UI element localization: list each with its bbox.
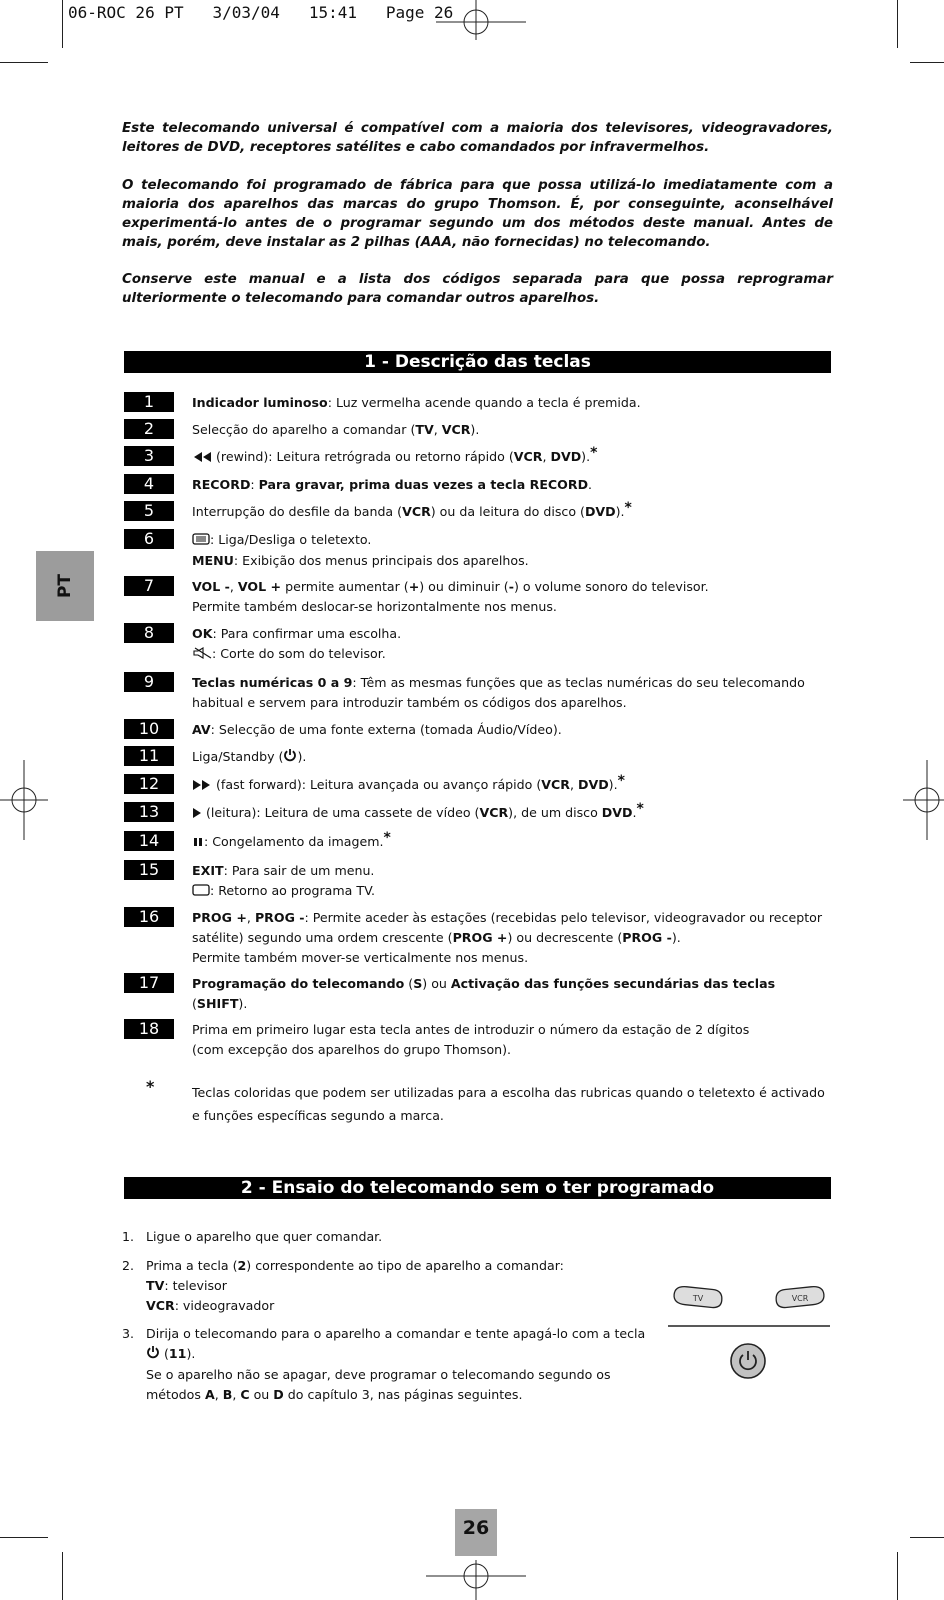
- crop-mark: [62, 0, 63, 48]
- key-number: 1: [124, 392, 174, 412]
- step-number: 3.: [122, 1326, 135, 1341]
- registration-mark-icon: [436, 0, 526, 40]
- key-number: 13: [124, 802, 174, 822]
- mute-icon: [192, 645, 212, 665]
- key-description: Selecção do aparelho a comandar (TV, VCR).: [192, 422, 480, 437]
- key-number: 17: [124, 973, 174, 993]
- tv-button-label: TV: [692, 1294, 704, 1303]
- key-description: AV: Selecção de uma fonte externa (tomada Áudio/Vídeo).: [192, 722, 562, 737]
- registration-mark-icon: [903, 760, 944, 840]
- key-number: 8: [124, 623, 174, 643]
- key-description: Indicador luminoso: Luz vermelha acende quando a tecla é premida.: [192, 395, 641, 410]
- crop-mark: [0, 1537, 48, 1538]
- tv-button-icon: [673, 1286, 723, 1309]
- key-number: 16: [124, 907, 174, 927]
- key-number: 12: [124, 774, 174, 794]
- step-number: 1.: [122, 1229, 135, 1244]
- power-icon: [146, 1345, 160, 1365]
- step-text: Ligue o aparelho que quer comandar.: [146, 1229, 383, 1244]
- power-icon: [283, 748, 297, 768]
- footnote-asterisk: *: [146, 1077, 155, 1096]
- crop-mark: [0, 62, 48, 63]
- vcr-button-label: VCR: [791, 1294, 809, 1303]
- key-number: 2: [124, 419, 174, 439]
- key-number: 9: [124, 672, 174, 692]
- registration-mark-icon: [426, 1560, 526, 1600]
- crop-mark: [910, 62, 944, 63]
- key-number: 5: [124, 501, 174, 521]
- crop-mark: [62, 1552, 63, 1600]
- key-description: PROG +, PROG -: Permite aceder às estações (recebidas pelo televisor, videogravador ou receptor satélite) segundo uma ordem crescente (PROG +) ou decrescente (PROG -). Permite também mover-se verticalmente nos menus.: [192, 910, 823, 965]
- step-text: Dirija o telecomando para o aparelho a comandar e tente apagá-lo com a tecla (11). Se o aparelho não se apagar, deve programar o telecomando segundo os métodos A, B, C ou D do capítulo 3, nas páginas seguintes.: [146, 1326, 646, 1402]
- key-number: 6: [124, 529, 174, 549]
- intro-paragraph-2: O telecomando foi programado de fábrica para que possa utilizá-lo imediatamente com a maioria dos aparelhos das marcas do grupo Thomson. É, por conseguinte, aconselhável experimentá-lo antes de o programar segundo um dos métodos deste manual. Antes de mais, porém, deve instalar as 2 pilhas (AAA, não fornecidas) no telecomando.: [122, 178, 833, 250]
- key-number: 7: [124, 576, 174, 596]
- pause-icon: [192, 833, 204, 853]
- key-number: 14: [124, 831, 174, 851]
- key-description: Programação do telecomando (S) ou Activação das funções secundárias das teclas (SHIFT).: [192, 976, 776, 1011]
- key-description: (fast forward): Leitura avançada ou avanço rápido (VCR, DVD).*: [192, 775, 834, 796]
- key-description: EXIT: Para sair de um menu. : Retorno ao programa TV.: [192, 861, 834, 902]
- key-description: (rewind): Leitura retrógrada ou retorno rápido (VCR, DVD).*: [192, 447, 834, 468]
- play-icon: [192, 804, 202, 824]
- key-description: OK: Para confirmar uma escolha. : Corte do som do televisor.: [192, 624, 834, 665]
- key-description: Liga/Standby ( ).: [192, 747, 834, 768]
- section-title-test: 2 - Ensaio do telecomando sem o ter programado: [124, 1177, 831, 1199]
- key-description: Teclas numéricas 0 a 9: Têm as mesmas funções que as teclas numéricas do seu telecomando habitual e servem para introduzir também os códigos dos aparelhos.: [192, 675, 805, 710]
- page-number: 26: [462, 1517, 490, 1539]
- key-description: RECORD: Para gravar, prima duas vezes a tecla RECORD.: [192, 477, 593, 492]
- key-description: VOL -, VOL + permite aumentar (+) ou diminuir (-) o volume sonoro do televisor. Permite também deslocar-se horizontalmente nos menus.: [192, 579, 709, 614]
- page-number-box: [455, 1509, 497, 1556]
- key-description: Interrupção do desfile da banda (VCR) ou da leitura do disco (DVD).*: [192, 500, 632, 519]
- intro-paragraph-1: Este telecomando universal é compatível com a maioria dos televisores, videogravadores, leitores de DVD, receptores satélites e cabo comandados por infravermelhos.: [122, 121, 833, 155]
- key-description: Prima em primeiro lugar esta tecla antes de introduzir o número da estação de 2 dígitos (com excepção dos aparelhos do grupo Thomson).: [192, 1022, 750, 1057]
- power-button-icon: [731, 1344, 765, 1378]
- print-slug: 06-ROC 26 PT 3/03/04 15:41 Page 26: [68, 3, 454, 22]
- key-number: 3: [124, 446, 174, 466]
- step-text: Prima a tecla (2) correspondente ao tipo de aparelho a comandar: TV: televisor VCR: videogravador: [146, 1258, 564, 1313]
- intro-paragraph-3: Conserve este manual e a lista dos códigos separada para que possa reprogramar ulteriormente o telecomando para comandar outros aparelhos.: [122, 272, 833, 306]
- vcr-button-icon: [775, 1286, 825, 1309]
- footnote-text: Teclas coloridas que podem ser utilizadas para a escolha das rubricas quando o teletexto é activado e funções específicas segundo a marca.: [192, 1085, 825, 1123]
- teletext-icon: [192, 531, 210, 551]
- key-number: 10: [124, 719, 174, 739]
- fast-forward-icon: [192, 776, 212, 796]
- step-number: 2.: [122, 1258, 135, 1273]
- crop-mark: [897, 1552, 898, 1600]
- key-description: : Liga/Desliga o teletexto. MENU: Exibição dos menus principais dos aparelhos.: [192, 532, 529, 568]
- key-number: 18: [124, 1019, 174, 1039]
- key-number: 4: [124, 474, 174, 494]
- rewind-icon: [192, 448, 212, 468]
- key-number: 11: [124, 746, 174, 766]
- key-description: : Congelamento da imagem.*: [192, 832, 834, 853]
- tv-screen-icon: [192, 882, 210, 902]
- key-number: 15: [124, 860, 174, 880]
- key-description: (leitura): Leitura de uma cassete de vídeo (VCR), de um disco DVD.*: [192, 803, 834, 824]
- crop-mark: [910, 1537, 944, 1538]
- crop-mark: [897, 0, 898, 48]
- language-tab: [36, 551, 94, 621]
- section-title-keys: 1 - Descrição das teclas: [124, 351, 831, 373]
- registration-mark-icon: [0, 760, 48, 840]
- remote-buttons-illustration: [668, 1282, 838, 1412]
- language-tab-label: PT: [55, 573, 75, 599]
